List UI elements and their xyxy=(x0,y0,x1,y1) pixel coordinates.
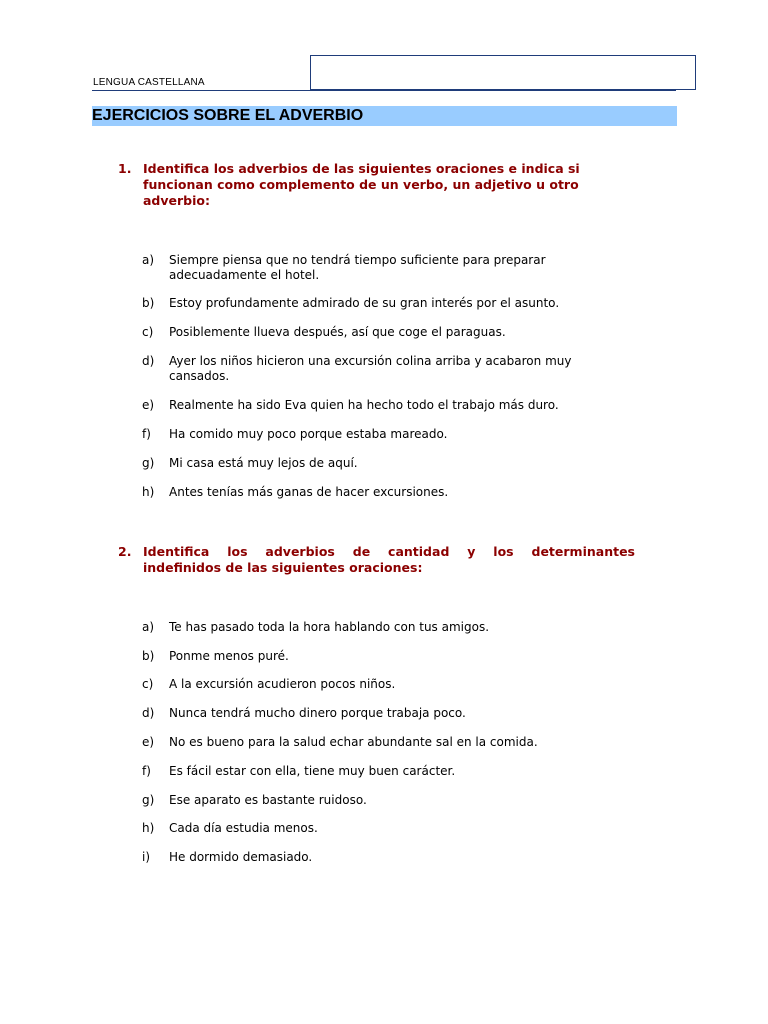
item-text: Es fácil estar con ella, tiene muy buen carácter. xyxy=(169,764,456,778)
header-rule xyxy=(92,90,676,91)
item-letter: g) xyxy=(142,456,155,470)
item-letter: i) xyxy=(142,850,151,864)
item-text: Ha comido muy poco porque estaba mareado. xyxy=(169,427,448,441)
item-letter: b) xyxy=(142,649,155,663)
list-item xyxy=(142,296,612,311)
list-item xyxy=(142,649,612,664)
exercise-number: 1. xyxy=(118,161,132,176)
exercise-prompt-text xyxy=(143,544,635,576)
item-letter: a) xyxy=(142,253,155,267)
item-text: Antes tenías más ganas de hacer excursiones. xyxy=(169,485,449,499)
item-letter: h) xyxy=(142,485,155,499)
item-text: A la excursión acudieron pocos niños. xyxy=(169,677,396,691)
title-band xyxy=(92,106,677,126)
item-letter: a) xyxy=(142,620,155,634)
list-item xyxy=(142,764,612,779)
exercise-prompt-text: Identifica los adverbios de las siguientes oraciones e indica si funcionan como complemento de un verbo, un adjetivo u otro adverbio: xyxy=(143,161,580,208)
item-text: No es bueno para la salud echar abundante sal en la comida. xyxy=(169,735,538,749)
exercise-prompt-line: Identifica los adverbios de cantidad y los determinantes xyxy=(143,544,635,559)
list-item xyxy=(142,793,612,808)
item-letter: c) xyxy=(142,325,154,339)
item-letter: c) xyxy=(142,677,154,691)
item-text: Siempre piensa que no tendrá tiempo suficiente para preparar adecuadamente el hotel. xyxy=(169,253,546,282)
item-text: Mi casa está muy lejos de aquí. xyxy=(169,456,358,470)
item-letter: d) xyxy=(142,706,155,720)
item-text: Realmente ha sido Eva quien ha hecho todo el trabajo más duro. xyxy=(169,398,559,412)
item-letter: f) xyxy=(142,427,151,441)
item-letter: f) xyxy=(142,764,151,778)
list-item xyxy=(142,325,612,340)
item-letter: e) xyxy=(142,398,155,412)
list-item xyxy=(142,398,612,413)
item-text: Nunca tendrá mucho dinero porque trabaja poco. xyxy=(169,706,466,720)
item-text: Ayer los niños hicieron una excursión colina arriba y acabaron muy cansados. xyxy=(169,354,572,383)
exercise-prompt-line: indefinidos de las siguientes oraciones: xyxy=(143,560,423,575)
list-item xyxy=(142,677,612,692)
list-item xyxy=(142,706,612,721)
item-text: Estoy profundamente admirado de su gran interés por el asunto. xyxy=(169,296,560,310)
list-item xyxy=(142,735,612,750)
item-text: Ese aparato es bastante ruidoso. xyxy=(169,793,367,807)
item-letter: d) xyxy=(142,354,155,368)
list-item xyxy=(142,620,612,635)
item-text: Posiblemente llueva después, así que coge el paraguas. xyxy=(169,325,506,339)
item-letter: h) xyxy=(142,821,155,835)
subject-label: LENGUA CASTELLANA xyxy=(93,77,205,88)
exercise-2-prompt xyxy=(118,544,635,576)
item-text: Ponme menos puré. xyxy=(169,649,289,663)
item-text: Cada día estudia menos. xyxy=(169,821,318,835)
exercise-1-prompt xyxy=(118,161,635,209)
list-item xyxy=(142,354,612,384)
item-text: He dormido demasiado. xyxy=(169,850,313,864)
list-item xyxy=(142,485,612,500)
list-item xyxy=(142,456,612,471)
list-item xyxy=(142,427,612,442)
list-item xyxy=(142,253,612,283)
item-letter: g) xyxy=(142,793,155,807)
item-letter: b) xyxy=(142,296,155,310)
exercise-number: 2. xyxy=(118,544,132,559)
item-text: Te has pasado toda la hora hablando con tus amigos. xyxy=(169,620,490,634)
worksheet-title: EJERCICIOS SOBRE EL ADVERBIO xyxy=(92,107,364,124)
list-item xyxy=(142,850,612,865)
list-item xyxy=(142,821,612,836)
student-name-box[interactable] xyxy=(310,55,696,90)
item-letter: e) xyxy=(142,735,155,749)
